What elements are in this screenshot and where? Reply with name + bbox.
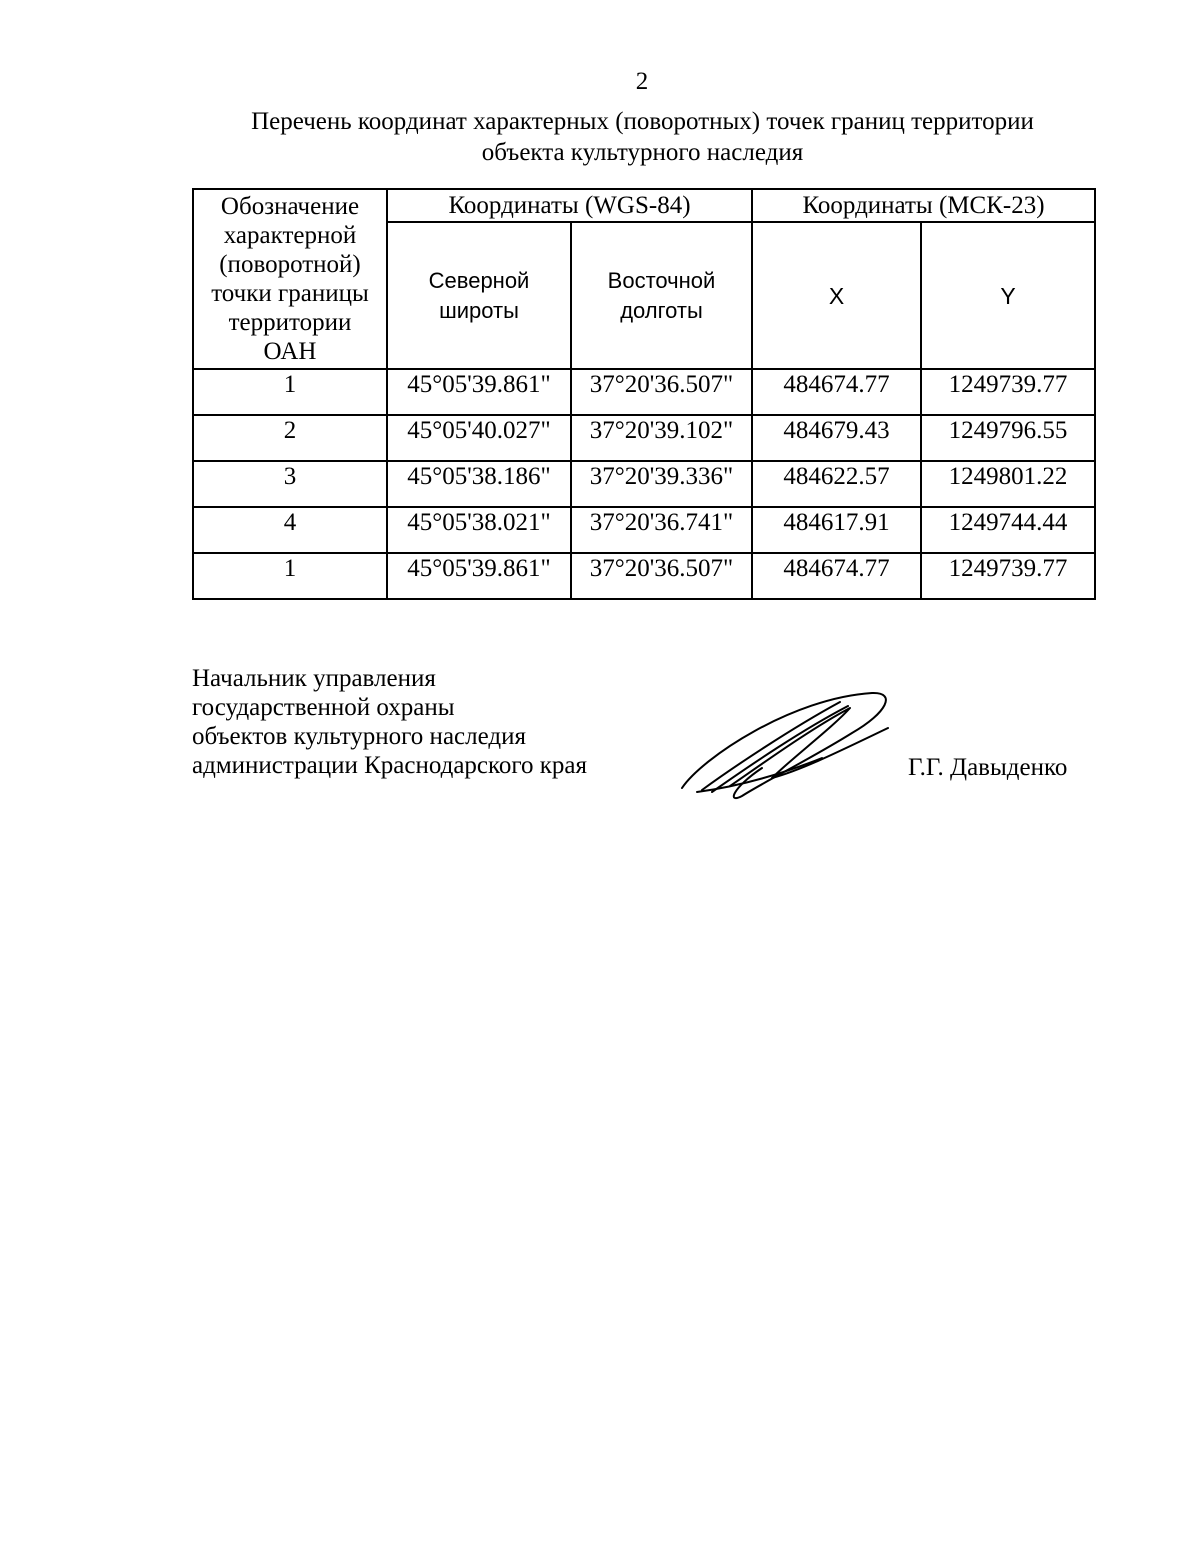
cell-east: 37°20'39.102" xyxy=(571,415,752,461)
cell-east: 37°20'36.507" xyxy=(571,553,752,599)
cell-y: 1249801.22 xyxy=(921,461,1095,507)
cell-x: 484617.91 xyxy=(752,507,921,553)
header-point-designation xyxy=(193,189,387,369)
cell-x: 484674.77 xyxy=(752,369,921,415)
signer-name: Г.Г. Давыденко xyxy=(908,754,1068,781)
document-title-line-1: Перечень координат характерных (поворотных) точек границ территории xyxy=(251,108,1034,135)
cell-point: 1 xyxy=(193,553,387,599)
header-group-wgs84: Координаты (WGS-84) xyxy=(387,189,752,222)
header-point-line: ОАН xyxy=(263,338,317,365)
table-header-row-1 xyxy=(193,189,1095,222)
cell-y: 1249739.77 xyxy=(921,369,1095,415)
cell-north: 45°05'40.027" xyxy=(387,415,571,461)
cell-x: 484674.77 xyxy=(752,553,921,599)
document-title-line-2: объекта культурного наследия xyxy=(481,139,804,166)
table-row xyxy=(193,461,1095,507)
cell-x: 484622.57 xyxy=(752,461,921,507)
header-point-line: (поворотной) xyxy=(219,251,361,278)
cell-point: 1 xyxy=(193,369,387,415)
signatory-position-line: государственной охраны xyxy=(192,694,455,721)
cell-x: 484679.43 xyxy=(752,415,921,461)
header-y: Y xyxy=(921,222,1095,369)
cell-y: 1249739.77 xyxy=(921,553,1095,599)
cell-north: 45°05'38.021" xyxy=(387,507,571,553)
table-row xyxy=(193,415,1095,461)
handwritten-signature-icon xyxy=(672,688,894,806)
signatory-position-line: Начальник управления xyxy=(192,665,436,692)
header-point-line: точки границы xyxy=(211,280,369,307)
cell-east: 37°20'39.336" xyxy=(571,461,752,507)
cell-north: 45°05'39.861" xyxy=(387,553,571,599)
table-row xyxy=(193,507,1095,553)
header-point-line: территории xyxy=(228,309,352,336)
cell-east: 37°20'36.507" xyxy=(571,369,752,415)
cell-point: 2 xyxy=(193,415,387,461)
header-group-msk23: Координаты (МСК-23) xyxy=(752,189,1095,222)
cell-y: 1249796.55 xyxy=(921,415,1095,461)
coordinates-table xyxy=(192,188,1096,600)
header-x: X xyxy=(752,222,921,369)
cell-east: 37°20'36.741" xyxy=(571,507,752,553)
cell-y: 1249744.44 xyxy=(921,507,1095,553)
page-number: 2 xyxy=(635,68,649,95)
header-east-line: долготы xyxy=(620,297,703,323)
table-row xyxy=(193,369,1095,415)
header-point-line: характерной xyxy=(223,222,357,249)
cell-point: 4 xyxy=(193,507,387,553)
header-east-line: Восточной xyxy=(607,267,716,293)
table-row xyxy=(193,553,1095,599)
document-title xyxy=(200,106,1085,168)
header-north-line: Северной xyxy=(428,267,530,293)
cell-north: 45°05'39.861" xyxy=(387,369,571,415)
header-north-line: широты xyxy=(439,297,519,323)
cell-point: 3 xyxy=(193,461,387,507)
header-north-latitude xyxy=(387,222,571,369)
header-east-longitude xyxy=(571,222,752,369)
signatory-position xyxy=(192,664,587,780)
signatory-position-line: администрации Краснодарского края xyxy=(192,752,588,779)
signatory-position-line: объектов культурного наследия xyxy=(192,723,526,750)
header-point-line: Обозначение xyxy=(220,193,360,220)
cell-north: 45°05'38.186" xyxy=(387,461,571,507)
